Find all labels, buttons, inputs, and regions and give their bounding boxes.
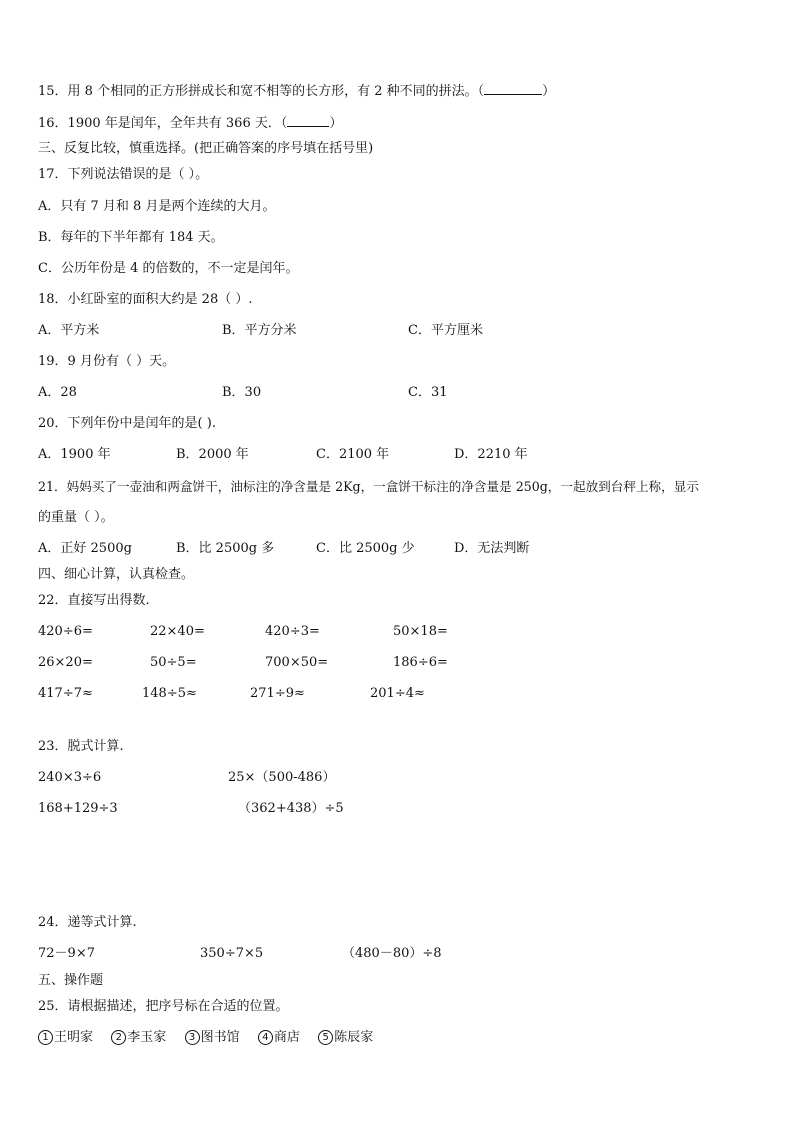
question-22-stem: 22．直接写出得数. (38, 593, 150, 608)
section-3-heading: 三、反复比较，慎重选择。(把正确答案的序号填在括号里) (38, 141, 374, 156)
q23-item: 240×3÷6 (38, 770, 102, 785)
q22-item: 700×50= (265, 655, 329, 670)
q21-option-b: B．比 2500g 多 (176, 541, 275, 556)
q15-answer-blank[interactable] (484, 82, 542, 95)
question-16 (38, 114, 342, 133)
q15-close-paren: ） (542, 84, 556, 99)
q16-close-paren: ） (329, 116, 343, 131)
q22-item: 201÷4≈ (370, 686, 425, 701)
question-18-stem: 18．小红卧室的面积大约是 28（ ）. (38, 292, 253, 307)
q17-option-c: C．公历年份是 4 的倍数的，不一定是闰年。 (38, 261, 299, 276)
circled-number-icon: 1 (38, 1030, 53, 1045)
circled-number-icon: 3 (185, 1030, 200, 1045)
q21-option-a: A．正好 2500g (38, 541, 132, 556)
q20-option-c: C．2100 年 (316, 447, 390, 462)
question-23-stem: 23．脱式计算. (38, 739, 124, 754)
q24-item: 350÷7×5 (200, 946, 264, 961)
q22-item: 26×20= (38, 655, 93, 670)
place-item (111, 1030, 166, 1045)
q24-item: 72－9×7 (38, 946, 95, 961)
question-20-stem: 20．下列年份中是闰年的是( ). (38, 416, 216, 431)
q19-option-b: B．30 (222, 385, 262, 400)
section-5-heading: 五、操作题 (38, 973, 104, 988)
q15-number: 15． (38, 84, 68, 99)
place-item (185, 1030, 240, 1045)
question-21-stem-line1: 21．妈妈买了一壶油和两盒饼干，油标注的净含量是 2Kg，一盒饼干标注的净含量是 250g，一起放到台秤上称，显示 (38, 479, 699, 494)
place-item (38, 1030, 93, 1045)
circled-number-icon: 4 (258, 1030, 273, 1045)
q22-item: 22×40= (150, 624, 205, 639)
q24-item: （480－80）÷8 (342, 946, 442, 961)
q20-option-a: A．1900 年 (38, 447, 111, 462)
q25-places-list (38, 1029, 373, 1047)
q18-option-a: A．平方米 (38, 323, 100, 338)
q22-item: 50÷5= (150, 655, 197, 670)
q22-item: 271÷9≈ (250, 686, 305, 701)
place-name: 李玉家 (127, 1030, 167, 1045)
q15-text: 用 8 个相同的正方形拼成长和宽不相等的长方形，有 2 种不同的拼法。（ (67, 84, 485, 99)
q23-item: （362+438）÷5 (238, 801, 344, 816)
q20-option-b: B．2000 年 (176, 447, 249, 462)
circled-number-icon: 2 (111, 1030, 126, 1045)
q22-item: 420÷6= (38, 624, 93, 639)
q22-item: 417÷7≈ (38, 686, 93, 701)
section-4-heading: 四、细心计算，认真检查。 (38, 567, 195, 582)
place-name: 王明家 (54, 1030, 94, 1045)
q19-option-c: C．31 (408, 385, 448, 400)
q23-item: 25×（500-486） (228, 770, 336, 785)
q20-option-d: D．2210 年 (454, 447, 528, 462)
q16-number: 16． (38, 116, 68, 131)
q21-option-c: C．比 2500g 少 (316, 541, 415, 556)
q18-option-b: B．平方分米 (222, 323, 297, 338)
question-24-stem: 24．递等式计算. (38, 915, 137, 930)
question-25-stem: 25．请根据描述，把序号标在合适的位置。 (38, 999, 289, 1014)
q18-option-c: C．平方厘米 (408, 323, 483, 338)
question-15 (38, 82, 555, 101)
place-item (318, 1030, 373, 1045)
q22-item: 50×18= (393, 624, 448, 639)
q22-item: 186÷6= (393, 655, 448, 670)
q22-item: 420÷3= (265, 624, 320, 639)
q16-answer-blank[interactable] (287, 114, 329, 127)
q16-text: 1900 年是闰年，全年共有 366 天．（ (67, 116, 288, 131)
place-name: 图书馆 (200, 1030, 240, 1045)
place-item (258, 1030, 300, 1045)
q17-option-a: A．只有 7 月和 8 月是两个连续的大月。 (38, 199, 276, 214)
place-name: 商店 (273, 1030, 300, 1045)
q22-item: 148÷5≈ (142, 686, 197, 701)
circled-number-icon: 5 (318, 1030, 333, 1045)
q23-item: 168+129÷3 (38, 801, 118, 816)
place-name: 陈辰家 (334, 1030, 374, 1045)
q21-option-d: D．无法判断 (454, 541, 530, 556)
question-19-stem: 19．9 月份有（ ）天。 (38, 354, 176, 369)
question-21-stem-line2: 的重量（ ）。 (38, 510, 114, 525)
q19-option-a: A．28 (38, 385, 77, 400)
q17-option-b: B．每年的下半年都有 184 天。 (38, 230, 224, 245)
question-17-stem: 17．下列说法错误的是（ ）。 (38, 167, 209, 182)
